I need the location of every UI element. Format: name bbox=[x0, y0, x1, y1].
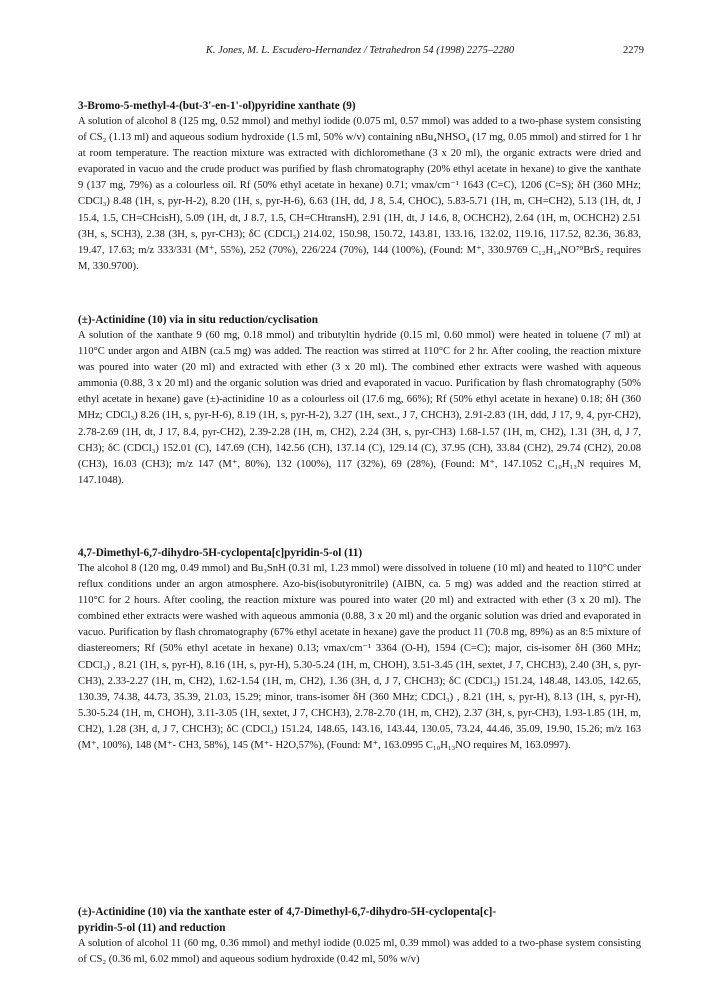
section-cyclopentapyridinol-11 bbox=[78, 545, 641, 754]
section-body: A solution of alcohol 11 (60 mg, 0.36 mmol) and methyl iodide (0.025 ml, 0.39 mmol) was added to a two-phase system consisting of CS₂ (0.36 ml, 6.02 mmol) and aqueous sodium hydroxide (0.42 ml, 50% w/v) bbox=[78, 938, 641, 966]
section-title: 4,7-Dimethyl-6,7-dihydro-5H-cyclopenta[c]pyridin-5-ol (11) bbox=[78, 547, 363, 559]
section-title: 3-Bromo-5-methyl-4-(but-3'-en-1'-ol)pyridine xanthate (9) bbox=[78, 100, 356, 112]
section-title: (±)-Actinidine (10) via in situ reduction/cyclisation bbox=[78, 314, 318, 326]
section-body: The alcohol 8 (120 mg, 0.49 mmol) and Bu₃SnH (0.31 ml, 1.23 mmol) were dissolved in toluene (10 ml) and heated to 110°C under reflux conditions under an argon atmosphere. Azo-bis(isobutyronitrile) (AIBN, ca. 5 mg) was added and the reaction stirred at 110°C for 2 hours. After cooling, the reaction mixture was poured into water (20 ml) and extracted with ether (3 x 20 ml). The combined ether extracts were washed with aqueous ammonia (0.88, 3 x 20 ml) and the organic solution was dried and evaporated in vacuo. Purification by flash chromatography (67% ethyl acetate in hexane) gave the product 11 (70.8 mg, 89%) as an 8:5 mixture of diastereomers; Rf (50% ethyl acetate in hexane) 0.13; νmax/cm⁻¹ 3364 (O-H), 1594 (C=C); major, cis-isomer δH (360 MHz; CDCl₃) , 8.21 (1H, s, pyr-H), 8.16 (1H, s, pyr-H), 5.30-5.24 (1H, m, CHOH), 3.51-3.45 (1H, sextet, J 7, CHCH3), 2.40 (3H, s, pyr-CH3), 2.33-2.27 (1H, m, CH2), 1.62-1.54 (1H, m, CH2), 1.36 (3H, d, J 7, CHCH3); δC (CDCl₃) 151.24, 148.48, 143.05, 142.65, 130.39, 74.38, 44.73, 35.39, 21.03, 15.29; minor, trans-isomer δH (360 MHz; CDCl₃) , 8.21 (1H, s, pyr-H), 8.13 (1H, s, pyr-H), 5.30-5.24 (1H, m, CHOH), 3.11-3.05 (1H, sextet, J 7, CHCH3), 2.78-2.70 (1H, m, CH2), 2.37 (3H, s, pyr-CH3), 1.93-1.85 (1H, m, CH2), 1.28 (3H, d, J 7, CHCH3); δC (CDCl₃) 151.24, 148.65, 143.16, 143.44, 130.05, 73.24, 44.46, 35.09, 19.90, 15.26; m/z 163 (M⁺, 100%), 148 (M⁺- CH3, 58%), 145 (M⁺- H2O,57%), (Found: M⁺, 163.0995 C₁₀H₁₃NO requires M, 163.0997). bbox=[78, 563, 641, 752]
section-actinidine-xanthate-ester bbox=[78, 904, 641, 968]
section-body: A solution of alcohol 8 (125 mg, 0.52 mmol) and methyl iodide (0.075 ml, 0.57 mmol) was added to a two-phase system consisting of CS₂ (1.13 ml) and aqueous sodium hydroxide (1.5 ml, 50% w/v) containing nBu₄NHSO₄ (17 mg, 0.05 mmol) and stirred for 1 hr at room temperature. The reaction mixture was extracted with dichloromethane (3 x 20 ml), the organic extracts were dried and evaporated in vacuo and the crude product was purified by flash chromatography (20% ethyl acetate in hexane) to give the xanthate 9 (137 mg, 79%) as a colourless oil. Rf (50% ethyl acetate in hexane) 0.71; νmax/cm⁻¹ 1643 (C=C), 1206 (C=S); δH (360 MHz; CDCl₃) 8.48 (1H, s, pyr-H-2), 8.20 (1H, s, pyr-H-6), 6.63 (1H, dd, J 8, 5.4, CHOC), 5.83-5.71 (1H, m, CH=CH2), 5.13 (1H, dt, J 15.4, 1.5, CH=CHcisH), 5.09 (1H, dt, J 8.7, 1.5, CH=CHtransH), 2.91 (1H, dt, J 14.6, 8, OCHCH2), 2.64 (1H, m, OCHCH2) 2.51 (3H, s, SCH3), 2.38 (3H, s, pyr-CH3); δC (CDCl₃) 214.02, 150.98, 150.72, 143.81, 133.16, 132.02, 119.16, 117.52, 82.36, 36.83, 19.47, 17.63; m/z 333/331 (M⁺, 55%), 252 (70%), 226/224 (70%), 144 (100%), (Found: M⁺, 330.9769 C₁₂H₁₄NO⁷⁹BrS₂ requires M, 330.9700). bbox=[78, 116, 641, 272]
section-xanthate-9 bbox=[78, 98, 641, 275]
section-body: A solution of the xanthate 9 (60 mg, 0.18 mmol) and tributyltin hydride (0.15 ml, 0.60 mmol) were heated in toluene (7 ml) at 110°C under argon and AIBN (ca.5 mg) was added. The reaction was stirred at 110°C for 2 hr. After cooling, the reaction mixture was poured into water (20 ml) and extracted with ether (3 x 20 ml). The combined ether extracts were washed with aqueous ammonia (0.88, 3 x 20 ml) and the organic solution was dried and evaporated in vacuo. Purification by flash chromatography (50% ethyl acetate in hexane) gave (±)-actinidine 10 as a colourless oil (17.6 mg, 66%); Rf (50% ethyl acetate in hexane) 0.18; δH (360 MHz; CDCl₃) 8.26 (1H, s, pyr-H-6), 8.19 (1H, s, pyr-H-2), 3.27 (1H, sext., J 7, CHCH3), 2.91-2.83 (1H, ddd, J 17, 9, 4, pyr-CH2), 2.78-2.69 (1H, dt, J 17, 8.4, pyr-CH2), 2.39-2.28 (1H, m, CH2), 2.24 (3H, s, pyr-CH3) 1.68-1.57 (1H, m, CH2), 1.31 (3H, d, J 7, CH3); δC (CDCl₃) 152.01 (C), 147.69 (CH), 142.56 (CH), 137.14 (C), 129.14 (C), 37.95 (CH), 33.84 (CH2), 29.74 (CH2), 20.08 (CH3), 16.03 (CH3); m/z 147 (M⁺, 80%), 132 (100%), 117 (32%), 69 (28%), (Found: M⁺, 147.1052 C₁₀H₁₃N requires M, 147.1048). bbox=[78, 330, 641, 486]
section-title: (±)-Actinidine (10) via the xanthate ester of 4,7-Dimethyl-6,7-dihydro-5H-cyclopenta[c]- bbox=[78, 906, 497, 918]
section-title-line2: pyridin-5-ol (11) and reduction bbox=[78, 922, 226, 934]
running-head bbox=[0, 43, 720, 63]
section-actinidine-in-situ bbox=[78, 312, 641, 489]
page-number: 2279 bbox=[623, 45, 644, 56]
running-head-citation: K. Jones, M. L. Escudero-Hernandez / Tetrahedron 54 (1998) 2275–2280 bbox=[205, 45, 515, 56]
